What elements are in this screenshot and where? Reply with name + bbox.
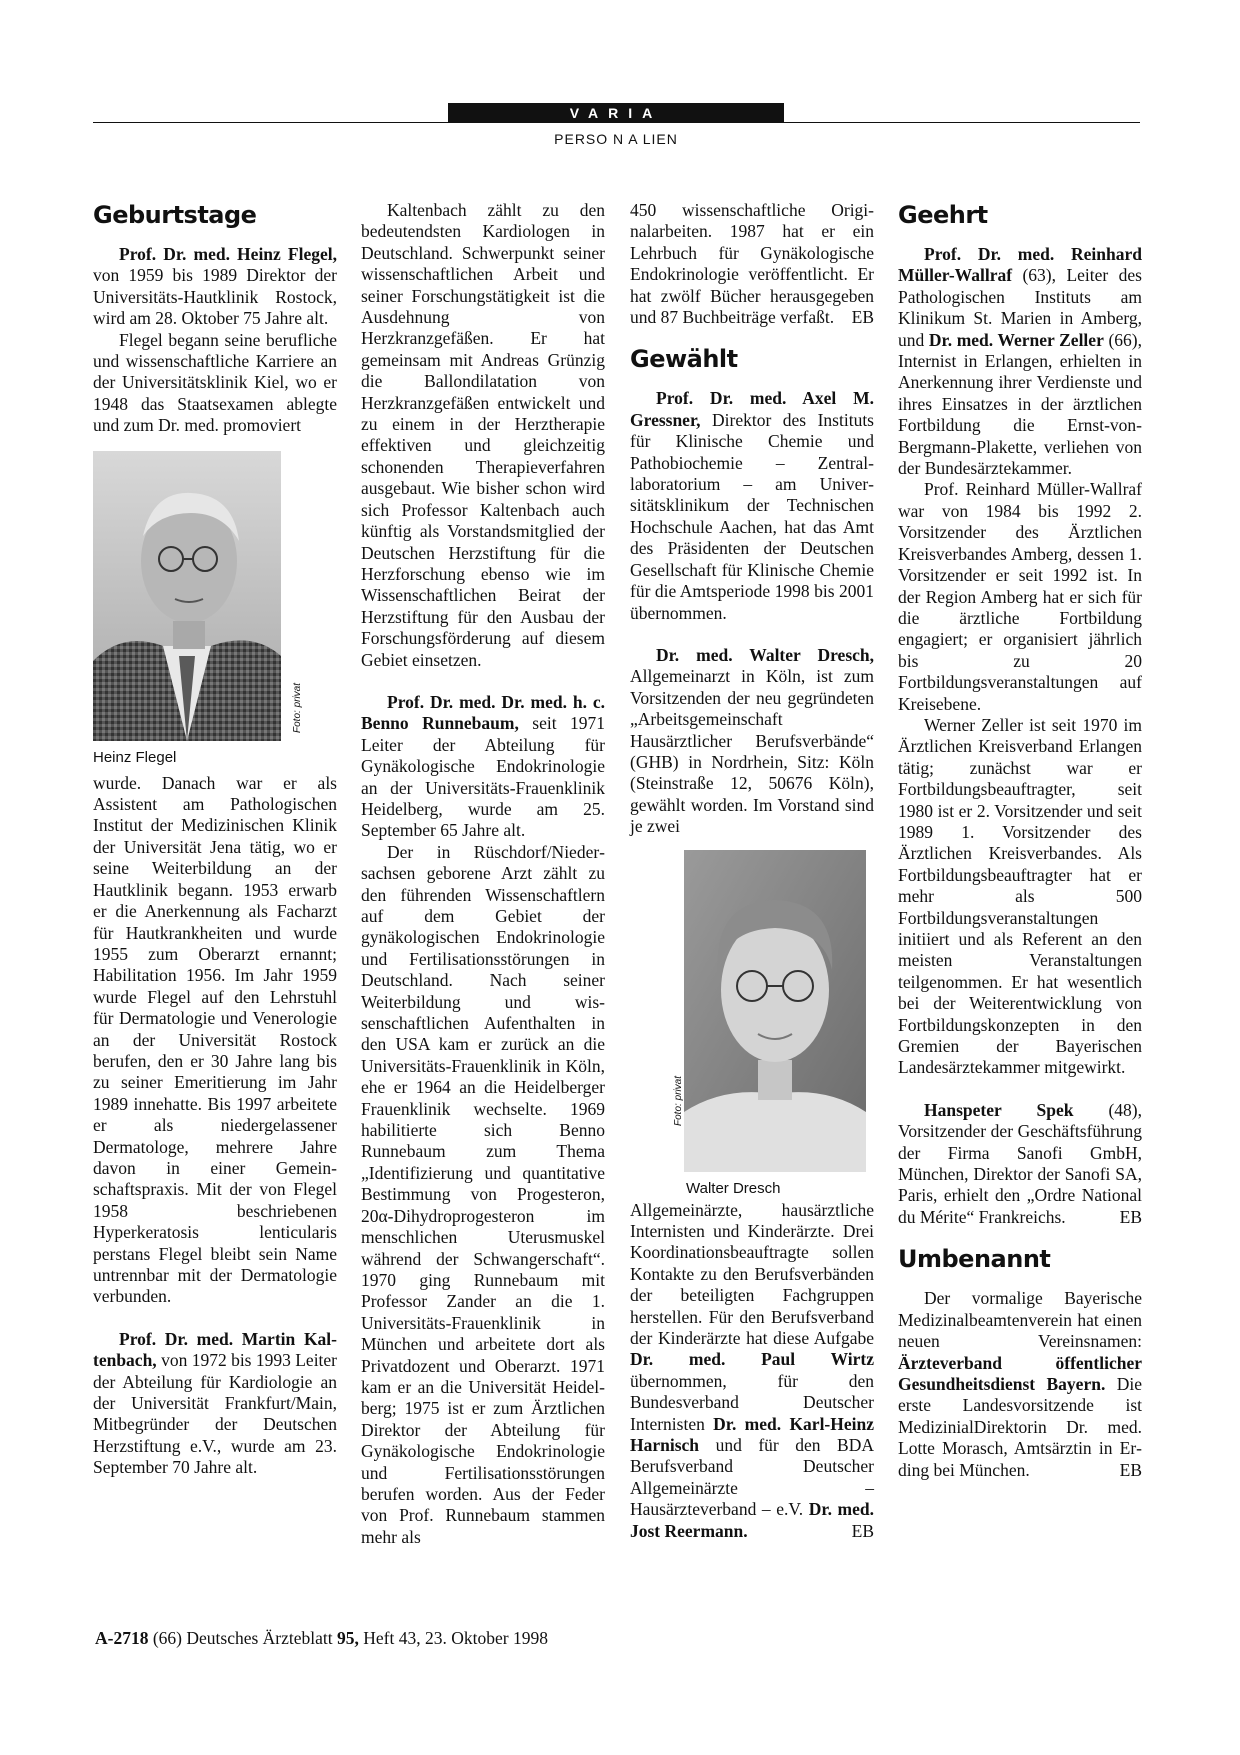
paragraph: wurde. Danach war er als Assistent am Pathologischen Institut der Medizinischen Klinik der Universität Jena tätig, wo er seine Weiterbildung an der Hautklinik begann. 1953 erwarb er die Anerkennung als Facharzt für Hautkrankheiten und wurde 1955 zum Oberarzt ernannt; Habilitation 1956. Im Jahr 1959 wurde Flegel auf den Lehrstuhl für Dermatologie und Venerologie an der Universität Rostock berufen, den er 30 Jahre lang bis zu seiner Emeritierung im Jahr 1989 innehatte. Bis 1997 arbeitete er als niedergelassener Dermatologe, mehrere Jahre davon in einer Gemeinschaftspraxis. Mit der von Flegel 1958 beschriebenen Hyperkeratosis lenticularis perstans Flegel bleibt sein Name untrennbar mit der Dermatologie verbunden. xyxy=(93,772,337,1307)
person-name: Dr. med. Karl-Heinz Harnisch xyxy=(630,1413,875,1456)
issue-info: Heft 43, 23. Oktober 1998 xyxy=(358,1628,548,1648)
person-name: Prof. Dr. med. Heinz Flegel, xyxy=(119,244,337,264)
column-4 xyxy=(898,200,1142,1481)
column-3 xyxy=(630,200,874,1542)
paragraph: Kaltenbach zählt zu den bedeutendsten Kardiologen in Deutschland. Schwerpunkt seiner wissenschaftlichen Arbeit und seiner Forschungstätigkeit ist die Ausdehnung von Herzkranzgefäßen. Er hat gemeinsam mit Andreas Grünzig die Ballondilatation von Herzkranzgefäßen entwickelt und zu einem in der Herztherapie effektiven und gleichzeitig schonenden Therapieverfahren ausgebaut. Wie bisher schon wird sich Professor Kaltenbach auch künftig als Vorstandsmitglied der Deutschen Herzstiftung für die Herzforschung ebenso wie im Wissenschaftlichen Beirat der Herzstiftung für den Ausbau der Forschungsförderung auf diesem Gebiet einsetzen. xyxy=(361,200,605,670)
paragraph: Flegel begann seine berufliche und wissenschaftliche Karriere an der Universitätsklinik Kiel, wo er 1948 das Staatsexamen ablegte und zum Dr. med. promoviert xyxy=(93,329,337,436)
heading-geburtstage: Geburtstage xyxy=(93,201,257,229)
paragraph: Prof. Reinhard Müller-Wallraf war von 1984 bis 1992 2. Vorsitzender des Ärztlichen Kreisverbandes Amberg, dessen 1. Vorsitzender er seit 1992 ist. In der Region Amberg hat er sich für die ärztliche Fortbildung engagiert; er organisiert jährlich bis zu 20 Fortbildungsveranstaltungen auf Kreisebene. xyxy=(898,479,1142,714)
paragraph: Der in Rüschdorf/Niedersachsen geborene Arzt zählt zu den führenden Wissenschaftlern auf dem Gebiet der gynäkologischen Endokrinologie und Fertilisationsstörungen in Deutschland. Nach seiner Weiterbildung und wissenschaftlichen Aufenthalten in den USA kam er zurück an die Universitäts-Frauenklinik in Köln, ehe er 1964 an die Heidelberger Frauenklinik wechselte. 1969 habilitierte sich Benno Runnebaum zum Thema „Identifizierung und quantitative Bestimmung von Progesteron, 20α-Dihydroprogesteron im menschlichen Uterusmuskel während der Schwangerschaft“. 1970 ging Runnebaum mit Professor Zander an die 1. Universitäts-Frauenklinik in München und arbeitete dort als Privatdozent und Oberarzt. 1971 kam er an die Universität Heidelberg; 1975 ist er zum Ärztlichen Direktor der Abteilung für Gynäkologische Endokrinologie und Fertilisationsstörungen berufen worden. Aus der Feder von Prof. Runnebaum stammen mehr als xyxy=(361,841,605,1547)
person-name: Dr. med. Jost Reermann. xyxy=(630,1499,874,1541)
portrait-image xyxy=(93,451,281,741)
paragraph: Allgemeinärzte, hausärztliche Internisten und Kinderärzte. Drei Koordinationsbeauftragte sollen Kontakte zu den Berufsverbänden der beteiligten Fachgruppen herstellen. Für den Berufsverband der Kinderärzte hat diese Aufgabe Dr. med. Paul Wirtz übernommen, für den Bundesverband Deutscher Internisten Dr. med. Karl-Heinz Harnisch und für den BDA Berufsverband Deutscher Allgemeinärzte – Hausärzteverband – e.V. Dr. med. Jost Reermann. EB xyxy=(630,1199,875,1541)
photo-caption: Heinz Flegel xyxy=(93,748,177,766)
page-footer xyxy=(95,1628,548,1649)
person-name: Dr. med. Werner Zeller xyxy=(928,329,1104,350)
portrait-image xyxy=(684,850,866,1172)
person-name: Prof. Dr. med. Martin Kaltenbach, xyxy=(93,1328,337,1371)
photo-walter-dresch xyxy=(630,850,874,1200)
paragraph: Prof. Dr. med. Axel M. Gressner, Direktor des Instituts für Klinische Chemie und Pathobiochemie – Zentrallaboratorium – am Universitätsklinikum der Technischen Hochschule Aachen, hat das Amt des Präsidenten der Deutschen Gesellschaft für Klinische Chemie für die Amtsperiode 1998 bis 2001 übernommen. xyxy=(630,388,874,623)
author-signature: EB xyxy=(851,307,874,328)
heading-umbenannt: Umbenannt xyxy=(898,1245,1051,1274)
paragraph: Hanspeter Spek (48), Vorsitzender der Geschäftsführung der Firma Sanofi GmbH, München, Direktor der Sanofi SA, Paris, erhielt den „Ordre National du Mérite“ Frankreichs. EB xyxy=(898,1099,1143,1227)
section-label: PERSO N A LIEN xyxy=(554,131,678,147)
author-signature: EB xyxy=(1119,1206,1142,1227)
photo-heinz-flegel xyxy=(93,451,337,773)
paragraph: Prof. Dr. med. Reinhard Müller-Wallraf (63), Leiter des Pathologischen Instituts am Klinikum St. Marien in Amberg, und Dr. med. Werner Zeller (66), Internist in Erlangen, erhielten in Anerkennung ihrer Verdienste und ihres Einsatzes in der ärztlichen Fortbildung die Ernst-von-Bergmann-Plakette, verliehen von der Bundesärztekammer. xyxy=(898,244,1143,479)
photo-caption: Walter Dresch xyxy=(686,1179,781,1197)
paragraph: Werner Zeller ist seit 1970 im Ärztlichen Kreisverband Erlangen tätig; zunächst war er Fortbildungsbeauftragter, seit 1980 ist er 2. Vorsitzender und seit 1989 1. Vorsitzender des Ärztlichen Kreisverbandes. Als Fortbildungsbeauftragter hat er mehr als 500 Fortbildungsveranstaltungen initiiert und als Referent an den meisten Veranstaltungen teilgenommen. Er hat wesentlich bei der Weiterentwicklung von Fortbildungskonzepten in den Gremien der Bayerischen Landesärztekammer mitgewirkt. xyxy=(898,714,1142,1078)
photo-credit: Foto: privat xyxy=(673,1075,684,1126)
column-1 xyxy=(93,200,337,1479)
photo-credit: Foto: privat xyxy=(292,682,303,733)
person-name: Dr. med. Paul Wirtz xyxy=(630,1349,874,1370)
paragraph: Der vormalige Bayerische Medizinalbeamtenverein hat einen neuen Vereinsnamen: Ärzteverband öffentlicher Gesundheitsdienst Bayern. Die erste Landesvorsitzende ist MedizinialDirektorin Dr. med. Lotte Morasch, Amtsärztin in Erding bei München. EB xyxy=(898,1288,1142,1480)
volume-number: 95, xyxy=(337,1628,359,1648)
person-name: Hanspeter Spek xyxy=(924,1099,1074,1120)
page-number: A-2718 xyxy=(95,1628,149,1648)
paragraph: Prof. Dr. med. Heinz Flegel, von 1959 bis 1989 Direktor der Universitäts-Hautklinik Rostock, wird am 28. Oktober 75 Jahre alt. xyxy=(93,244,337,329)
rubric-bar: VARIA xyxy=(448,103,784,123)
paragraph: Dr. med. Walter Dresch, Allgemeinarzt in Köln, ist zum Vorsitzenden der neu gegründeten „Arbeitsgemeinschaft Hausärztlicher Berufsverbände“ (GHB) in Nordrhein, Sitz: Köln (Steinstraße 12, 50676 Köln), gewählt worden. Im Vorstand sind je zwei xyxy=(630,644,874,837)
person-name: Prof. Dr. med. Reinhard Müller-Wallraf xyxy=(898,244,1142,286)
person-name: Prof. Dr. med. Dr. med. h. c. Benno Runnebaum, xyxy=(361,691,605,734)
paragraph: Prof. Dr. med. Martin Kaltenbach, von 1972 bis 1993 Leiter der Abteilung für Kardiologie an der Universität Frankfurt/Main, Mitbegründer der Deutschen Herzstiftung e.V., wurde am 23. September 70 Jahre alt. xyxy=(93,1328,338,1478)
author-signature: EB xyxy=(851,1520,874,1541)
association-name: Ärzteverband öffentlicher Gesundheitsdienst Bayern. xyxy=(898,1352,1142,1394)
paragraph: 450 wissenschaftliche Originalarbeiten. 1987 hat er ein Lehrbuch für Gynäkologische Endokrinologie veröffentlicht. Er hat zwölf Bücher herausgegeben und 87 Buchbeiträge verfaßt. EB xyxy=(630,200,874,328)
heading-geehrt: Geehrt xyxy=(898,201,988,229)
journal-citation: (66) Deutsches Ärzteblatt xyxy=(152,1628,338,1648)
paragraph: Prof. Dr. med. Dr. med. h. c. Benno Runnebaum, seit 1971 Leiter der Abteilung für Gynäkologische Endokrinologie an der Universitäts-Frauenklinik Heidelberg, wurde am 25. September 65 Jahre alt. xyxy=(361,691,605,841)
column-2 xyxy=(361,200,605,1548)
heading-gewaehlt: Gewählt xyxy=(630,345,738,374)
person-name: Prof. Dr. med. Axel M. Gressner, xyxy=(630,388,874,430)
author-signature: EB xyxy=(1119,1459,1142,1480)
person-name: Dr. med. Walter Dresch, xyxy=(656,644,874,665)
